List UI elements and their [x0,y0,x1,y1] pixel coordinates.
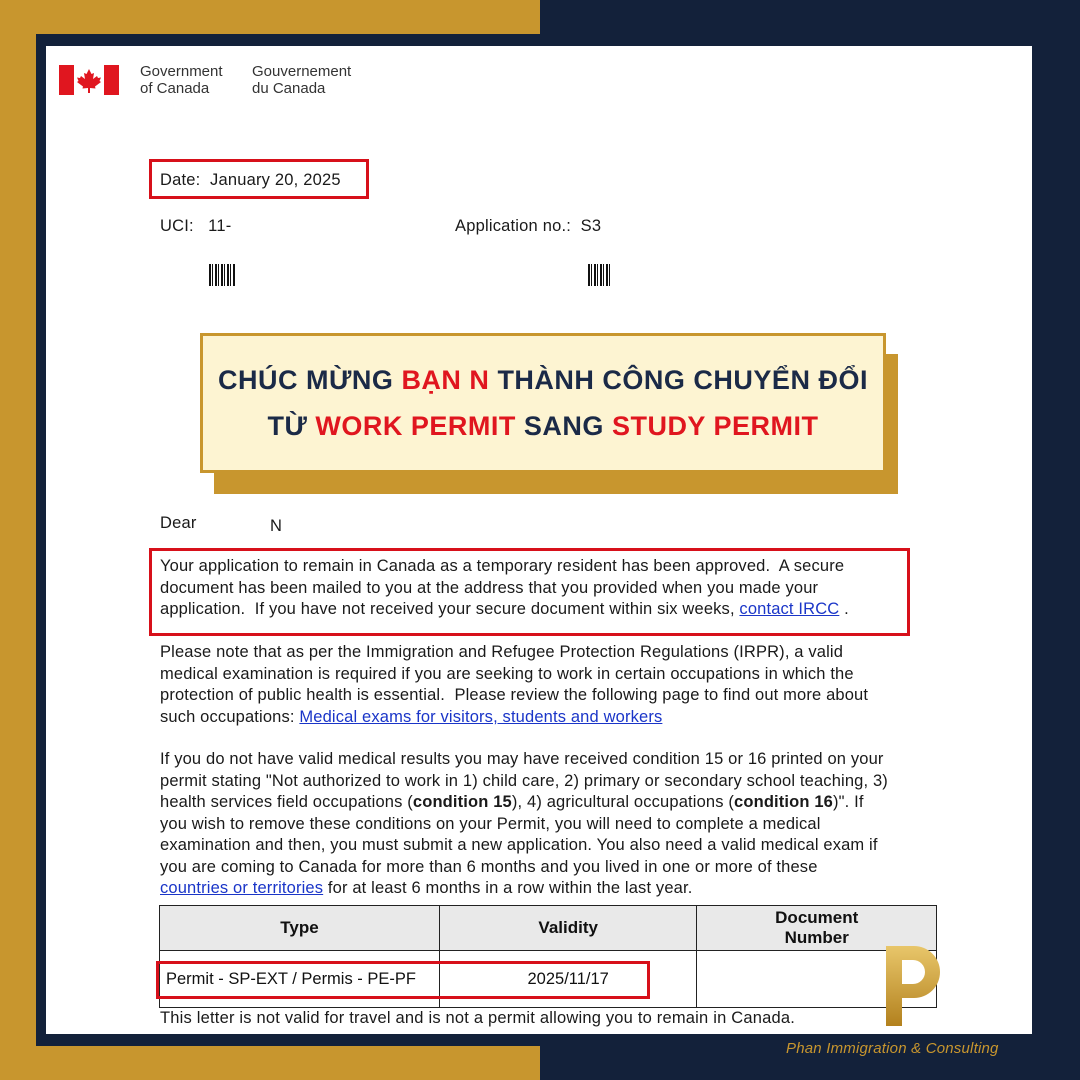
header-document-number-text: Document Number [775,908,859,947]
medical-paragraph [160,642,868,728]
permit-highlight-box [156,961,650,999]
gov-en-line2: of Canada [140,80,210,97]
application-barcode-icon [588,264,610,286]
medical-line-2: medical examination is required if you are seeking to work in certain occupations in which the [160,664,854,683]
gold-accent-left [0,0,36,1080]
conditions-line-7 [160,878,888,900]
countries-territories-link[interactable]: countries or territories [160,879,324,897]
banner-text-name: BẠN N [401,365,490,395]
conditions-line-6: you are coming to Canada for more than 6 months and you lived in one or more of these [160,857,818,876]
date-label: Date: [160,171,201,189]
uci-barcode-icon [209,264,235,286]
banner-text-from: TỪ [267,411,316,441]
gold-accent-bottom [0,1046,540,1080]
dear-label: Dear [160,514,197,532]
conditions-line-3b: ), 4) agricultural occupations ( [511,793,735,811]
medical-line-4-text: such occupations: [160,707,300,726]
conditions-line-5: examination and then, you must submit a new application. You also need a valid medical exam if [160,836,878,854]
approval-paragraph [160,556,849,621]
dear-name: N [270,517,283,535]
approval-line-1: Your application to remain in Canada as a temporary resident has been approved. A secure [160,557,845,575]
gov-en-line1: Government [140,63,223,80]
conditions-line-2: permit stating "Not authorized to work in 1) child care, 2) primary or secondary school teaching, 3) [160,771,888,790]
table-header-row [160,906,937,951]
header-validity: Validity [439,906,697,951]
approval-line-3 [160,599,849,621]
date-value: January 20, 2025 [210,171,341,189]
approval-line-2: document has been mailed to you at the address that you provided when you made your [160,578,819,597]
condition-15: condition 15 [412,793,512,811]
uci-value: 11- [208,217,232,235]
header-type: Type [160,906,440,951]
cell-type: Permit - SP-EXT / Permis - PE-PF [160,951,440,1008]
approval-line-3-text: application. If you have not received your secure document within six weeks, [160,600,740,618]
conditions-line-3c: )". If [833,793,864,811]
banner-line-2 [203,411,883,442]
banner-text-success: THÀNH CÔNG CHUYỂN ĐỔI [489,365,868,395]
conditions-line-4: you wish to remove these conditions on your Permit, you will need to complete a medical [160,814,821,833]
phan-logo-icon [878,942,942,1028]
application-value: S3 [580,217,602,235]
banner-text-to: SANG [515,411,612,441]
medical-line-4 [160,707,868,729]
date-line [160,171,341,190]
conditions-line-3 [160,792,888,814]
condition-16: condition 16 [734,793,834,811]
conditions-line-3a: health services field occupations ( [160,793,413,811]
gov-fr [252,63,351,97]
cell-validity: 2025/11/17 [439,951,697,1008]
closing-note: This letter is not valid for travel and is not a permit allowing you to remain in Canada. [160,1009,796,1027]
canada-flag-icon [59,65,119,95]
banner-text-study-permit: STUDY PERMIT [611,411,819,441]
gov-fr-line2: du Canada [252,80,326,97]
banner-text-congrats: CHÚC MỪNG [218,365,402,395]
application-label: Application no.: [455,217,572,235]
congrats-banner [200,333,886,473]
medical-line-1: Please note that as per the Immigration and Refugee Protection Regulations (IRPR), a valid [160,643,844,661]
letter-paper [46,46,1032,1034]
medical-exams-link[interactable]: Medical exams for visitors, students and workers [299,707,663,726]
gov-fr-line1: Gouvernement [252,63,352,80]
medical-line-3: protection of public health is essential. Please review the following page to find out more about [160,686,869,704]
application-line [455,217,601,236]
uci-label: UCI: [160,217,194,235]
gold-accent-top [0,0,540,34]
banner-text-work-permit: WORK PERMIT [315,411,516,441]
conditions-line-1: If you do not have valid medical results you may have received condition 15 or 16 printed on your [160,750,884,768]
contact-ircc-link[interactable]: contact IRCC [739,600,840,618]
conditions-paragraph [160,749,888,900]
gov-en [140,63,223,97]
conditions-line-7-text: for at least 6 months in a row within the last year. [323,879,693,897]
approval-line-3-end: . [839,600,849,618]
brand-footer: Phan Immigration & Consulting [786,1040,999,1057]
uci-line [160,217,231,236]
banner-line-1 [203,365,883,396]
navy-frame [36,34,1080,46]
